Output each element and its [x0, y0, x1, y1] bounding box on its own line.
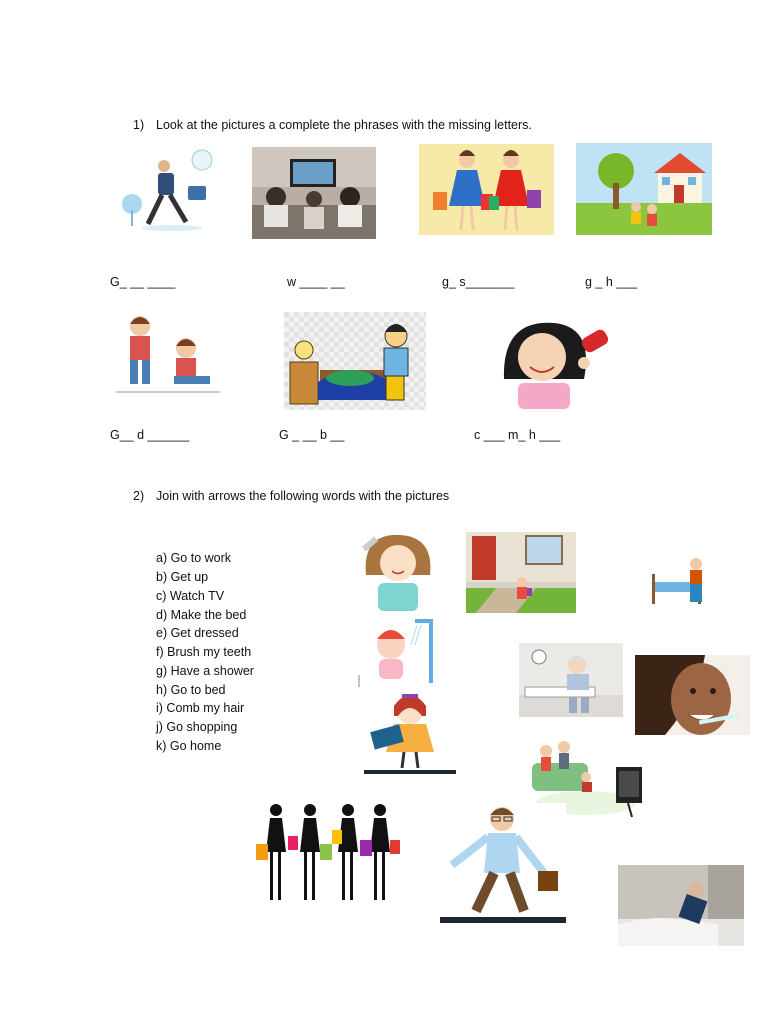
girl-combing-hair-picture: [498, 319, 616, 409]
man-going-to-work-picture: [440, 803, 566, 923]
girl-combing-hair-cartoon-picture: [356, 531, 440, 611]
phrase-blank-5: G__ d ______: [110, 428, 190, 442]
phrase-blank-7: c ___ m_ h ___: [474, 428, 561, 442]
list-item: f) Brush my teeth: [156, 645, 252, 659]
list-item: e) Get dressed: [156, 626, 239, 640]
list-item: c) Watch TV: [156, 589, 225, 603]
phrase-blank-3: g_ s_______: [442, 275, 515, 289]
phrase-blank-1: G_ __ ____: [110, 275, 176, 289]
list-item: a) Go to work: [156, 551, 232, 565]
list-item: g) Have a shower: [156, 664, 254, 678]
boy-making-bed-picture: [284, 312, 426, 410]
girl-having-shower-picture: [357, 615, 439, 687]
boy-getting-up-from-bed-picture: [648, 552, 742, 608]
q1-instruction: Look at the pictures a complete the phrases with the missing letters.: [156, 118, 532, 132]
children-going-home-picture: [576, 143, 712, 235]
man-walking-to-work-picture: [112, 146, 232, 234]
woman-brushing-teeth-picture: [635, 655, 750, 735]
list-item: k) Go home: [156, 739, 222, 753]
man-making-bed-photo-picture: [618, 865, 744, 946]
q2-instruction: Join with arrows the following words with the pictures: [156, 489, 450, 503]
list-item: i) Comb my hair: [156, 701, 245, 715]
q1-number: 1): [133, 118, 145, 132]
boy-getting-up-picture: [112, 312, 224, 396]
list-item: h) Go to bed: [156, 683, 226, 697]
women-shopping-picture: [419, 144, 554, 235]
list-item: b) Get up: [156, 570, 209, 584]
women-shopping-silhouette-picture: [252, 800, 402, 906]
list-item: j) Go shopping: [156, 720, 238, 734]
phrase-blank-6: G _ __ b __: [279, 428, 345, 442]
list-item: d) Make the bed: [156, 608, 247, 622]
girl-getting-dressed-picture: [364, 688, 456, 774]
phrase-blank-4: g _ h ___: [585, 275, 638, 289]
family-watching-tv-picture: [252, 147, 376, 239]
q2-number: 2): [133, 489, 145, 503]
phrase-blank-2: w ____ __: [287, 275, 345, 289]
boy-going-to-school-picture: [466, 532, 576, 613]
old-man-getting-up-picture: [519, 643, 623, 717]
